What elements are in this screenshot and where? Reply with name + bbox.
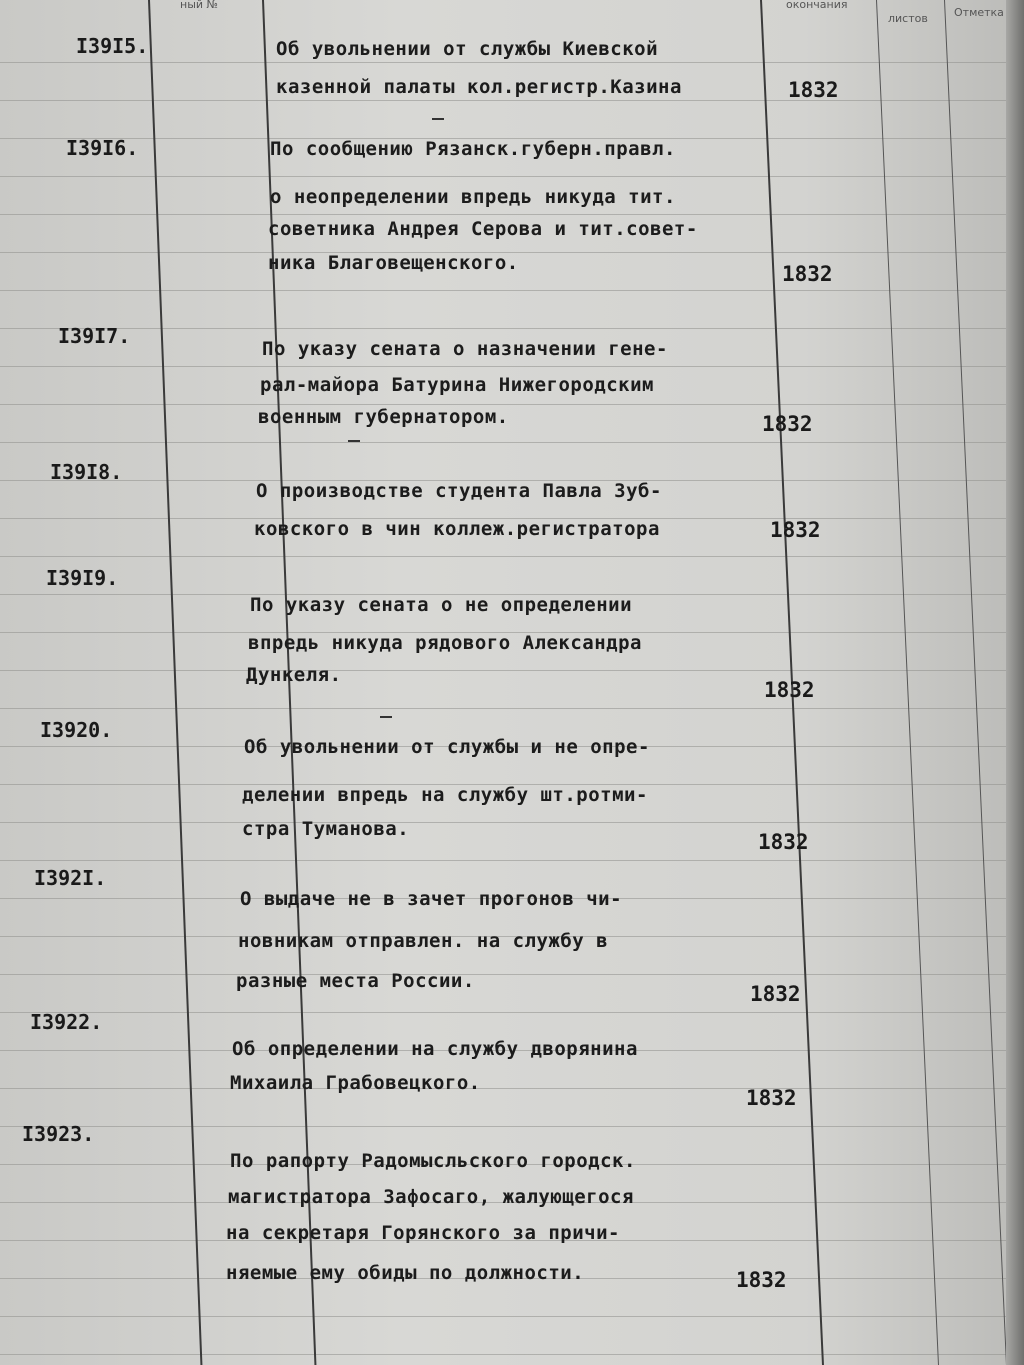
header-number: ный № (180, 0, 218, 11)
entry-line: О выдаче не в зачет прогонов чи- (240, 888, 623, 910)
entry-line: ника Благовещенского. (268, 252, 519, 274)
entry-line: Об увольнении от службы Киевской (276, 38, 659, 60)
entry-year: 1832 (750, 982, 801, 1006)
entry-line: советника Андрея Серова и тит.совет- (268, 218, 698, 240)
entry-number: I3922. (30, 1010, 103, 1034)
entry-number: I392I. (34, 866, 107, 890)
entry-line: делении впредь на службу шт.ротми- (242, 784, 648, 806)
entry-year: 1832 (782, 262, 833, 286)
entry-number: I39I5. (76, 34, 149, 58)
entry-year: 1832 (746, 1086, 797, 1110)
entry-line: впредь никуда рядового Александра (248, 632, 642, 654)
binding-edge (1006, 0, 1024, 1365)
entry-line: Михаила Грабовецкого. (230, 1072, 481, 1094)
entry-line: на секретаря Горянского за причи- (226, 1222, 620, 1244)
separator-dash (380, 716, 392, 718)
entry-year: 1832 (764, 678, 815, 702)
entry-line: военным губернатором. (258, 406, 509, 428)
entry-year: 1832 (736, 1268, 787, 1292)
entry-number: I39I9. (46, 566, 119, 590)
entry-number: I39I6. (66, 136, 139, 160)
entry-year: 1832 (758, 830, 809, 854)
entry-line: новникам отправлен. на службу в (238, 930, 609, 952)
entry-number: I39I8. (50, 460, 123, 484)
entry-year: 1832 (762, 412, 813, 436)
entry-line: Об увольнении от службы и не опре- (244, 736, 650, 758)
entry-line: По указу сената о назначении гене- (262, 338, 668, 360)
entry-year: 1832 (770, 518, 821, 542)
entry-line: разные места России. (236, 970, 475, 992)
entry-line: ковского в чин коллеж.регистратора (254, 518, 660, 540)
column-rule (148, 0, 202, 1365)
entry-number: I3923. (22, 1122, 95, 1146)
entry-number: I39I7. (58, 324, 131, 348)
entry-line: стра Туманова. (242, 818, 410, 840)
entry-line: няемые ему обиды по должности. (226, 1262, 585, 1284)
separator-dash (348, 440, 360, 442)
header-sheets: листов (888, 12, 928, 25)
entry-line: Дункеля. (246, 664, 342, 686)
entry-line: По рапорту Радомысльского городск. (230, 1150, 636, 1172)
entry-line: рал-майора Батурина Нижегородским (260, 374, 654, 396)
entry-line: о неопределении впредь никуда тит. (270, 186, 676, 208)
entry-line: По указу сената о не определении (250, 594, 633, 616)
column-rule (944, 0, 1006, 1365)
entry-line: Об определении на службу дворянина (232, 1038, 638, 1060)
entry-line: магистратора Зафосаго, жалующегося (228, 1186, 634, 1208)
entry-line: О производстве студента Павла Зуб- (256, 480, 662, 502)
column-rule (876, 0, 939, 1365)
entry-year: 1832 (788, 78, 839, 102)
entry-line: казенной палаты кол.регистр.Казина (276, 76, 682, 98)
entry-number: I3920. (40, 718, 113, 742)
header-notes: Отметка (954, 6, 1004, 19)
entry-line: По сообщению Рязанск.губерн.правл. (270, 138, 676, 160)
separator-dash (432, 118, 444, 120)
header-end: окончания (786, 0, 848, 11)
